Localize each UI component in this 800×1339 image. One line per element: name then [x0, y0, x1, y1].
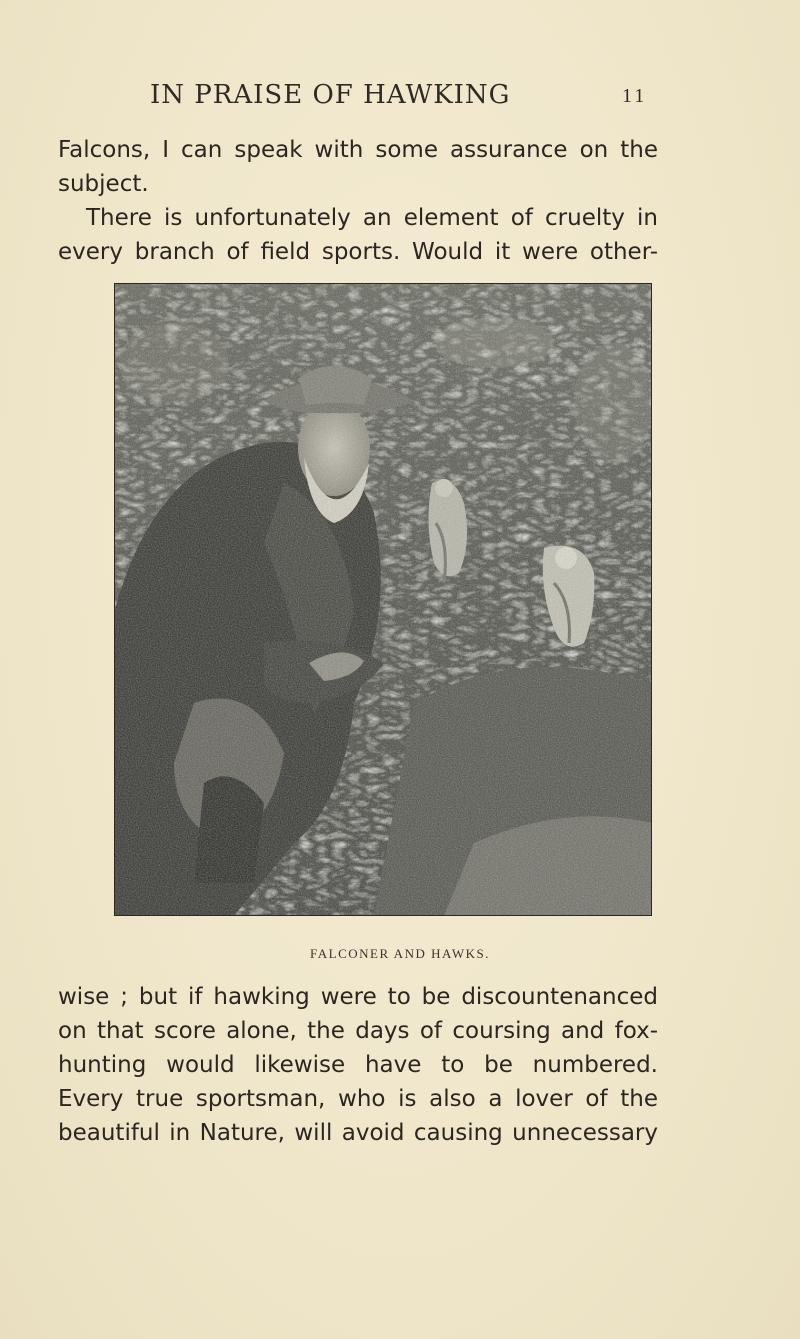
page-number: 11 [622, 85, 648, 107]
text-line: There is unfortunately an element of cruelty in [86, 205, 658, 231]
text-line: wise ; but if hawking were to be discountenanced [58, 984, 658, 1010]
text-line: every branch of field sports. Would it were other- [58, 239, 658, 265]
falconer-photograph [114, 283, 652, 916]
running-head-title: IN PRAISE OF HAWKING [150, 80, 511, 110]
figure-caption: FALCONER AND HAWKS. [310, 946, 490, 961]
text-line: Falcons, I can speak with some assurance on the [58, 137, 658, 163]
bottom-paragraph [58, 980, 658, 1150]
text-line: hunting would likewise have to be numbered. [58, 1052, 658, 1078]
text-line: beautiful in Nature, will avoid causing unnecessary [58, 1120, 658, 1146]
text-line: subject. [58, 171, 149, 197]
text-line: on that score alone, the days of coursing and fox- [58, 1018, 658, 1044]
top-paragraph [58, 133, 658, 269]
falconer-photograph-image [114, 283, 652, 916]
text-line: Every true sportsman, who is also a lover of the [58, 1086, 658, 1112]
